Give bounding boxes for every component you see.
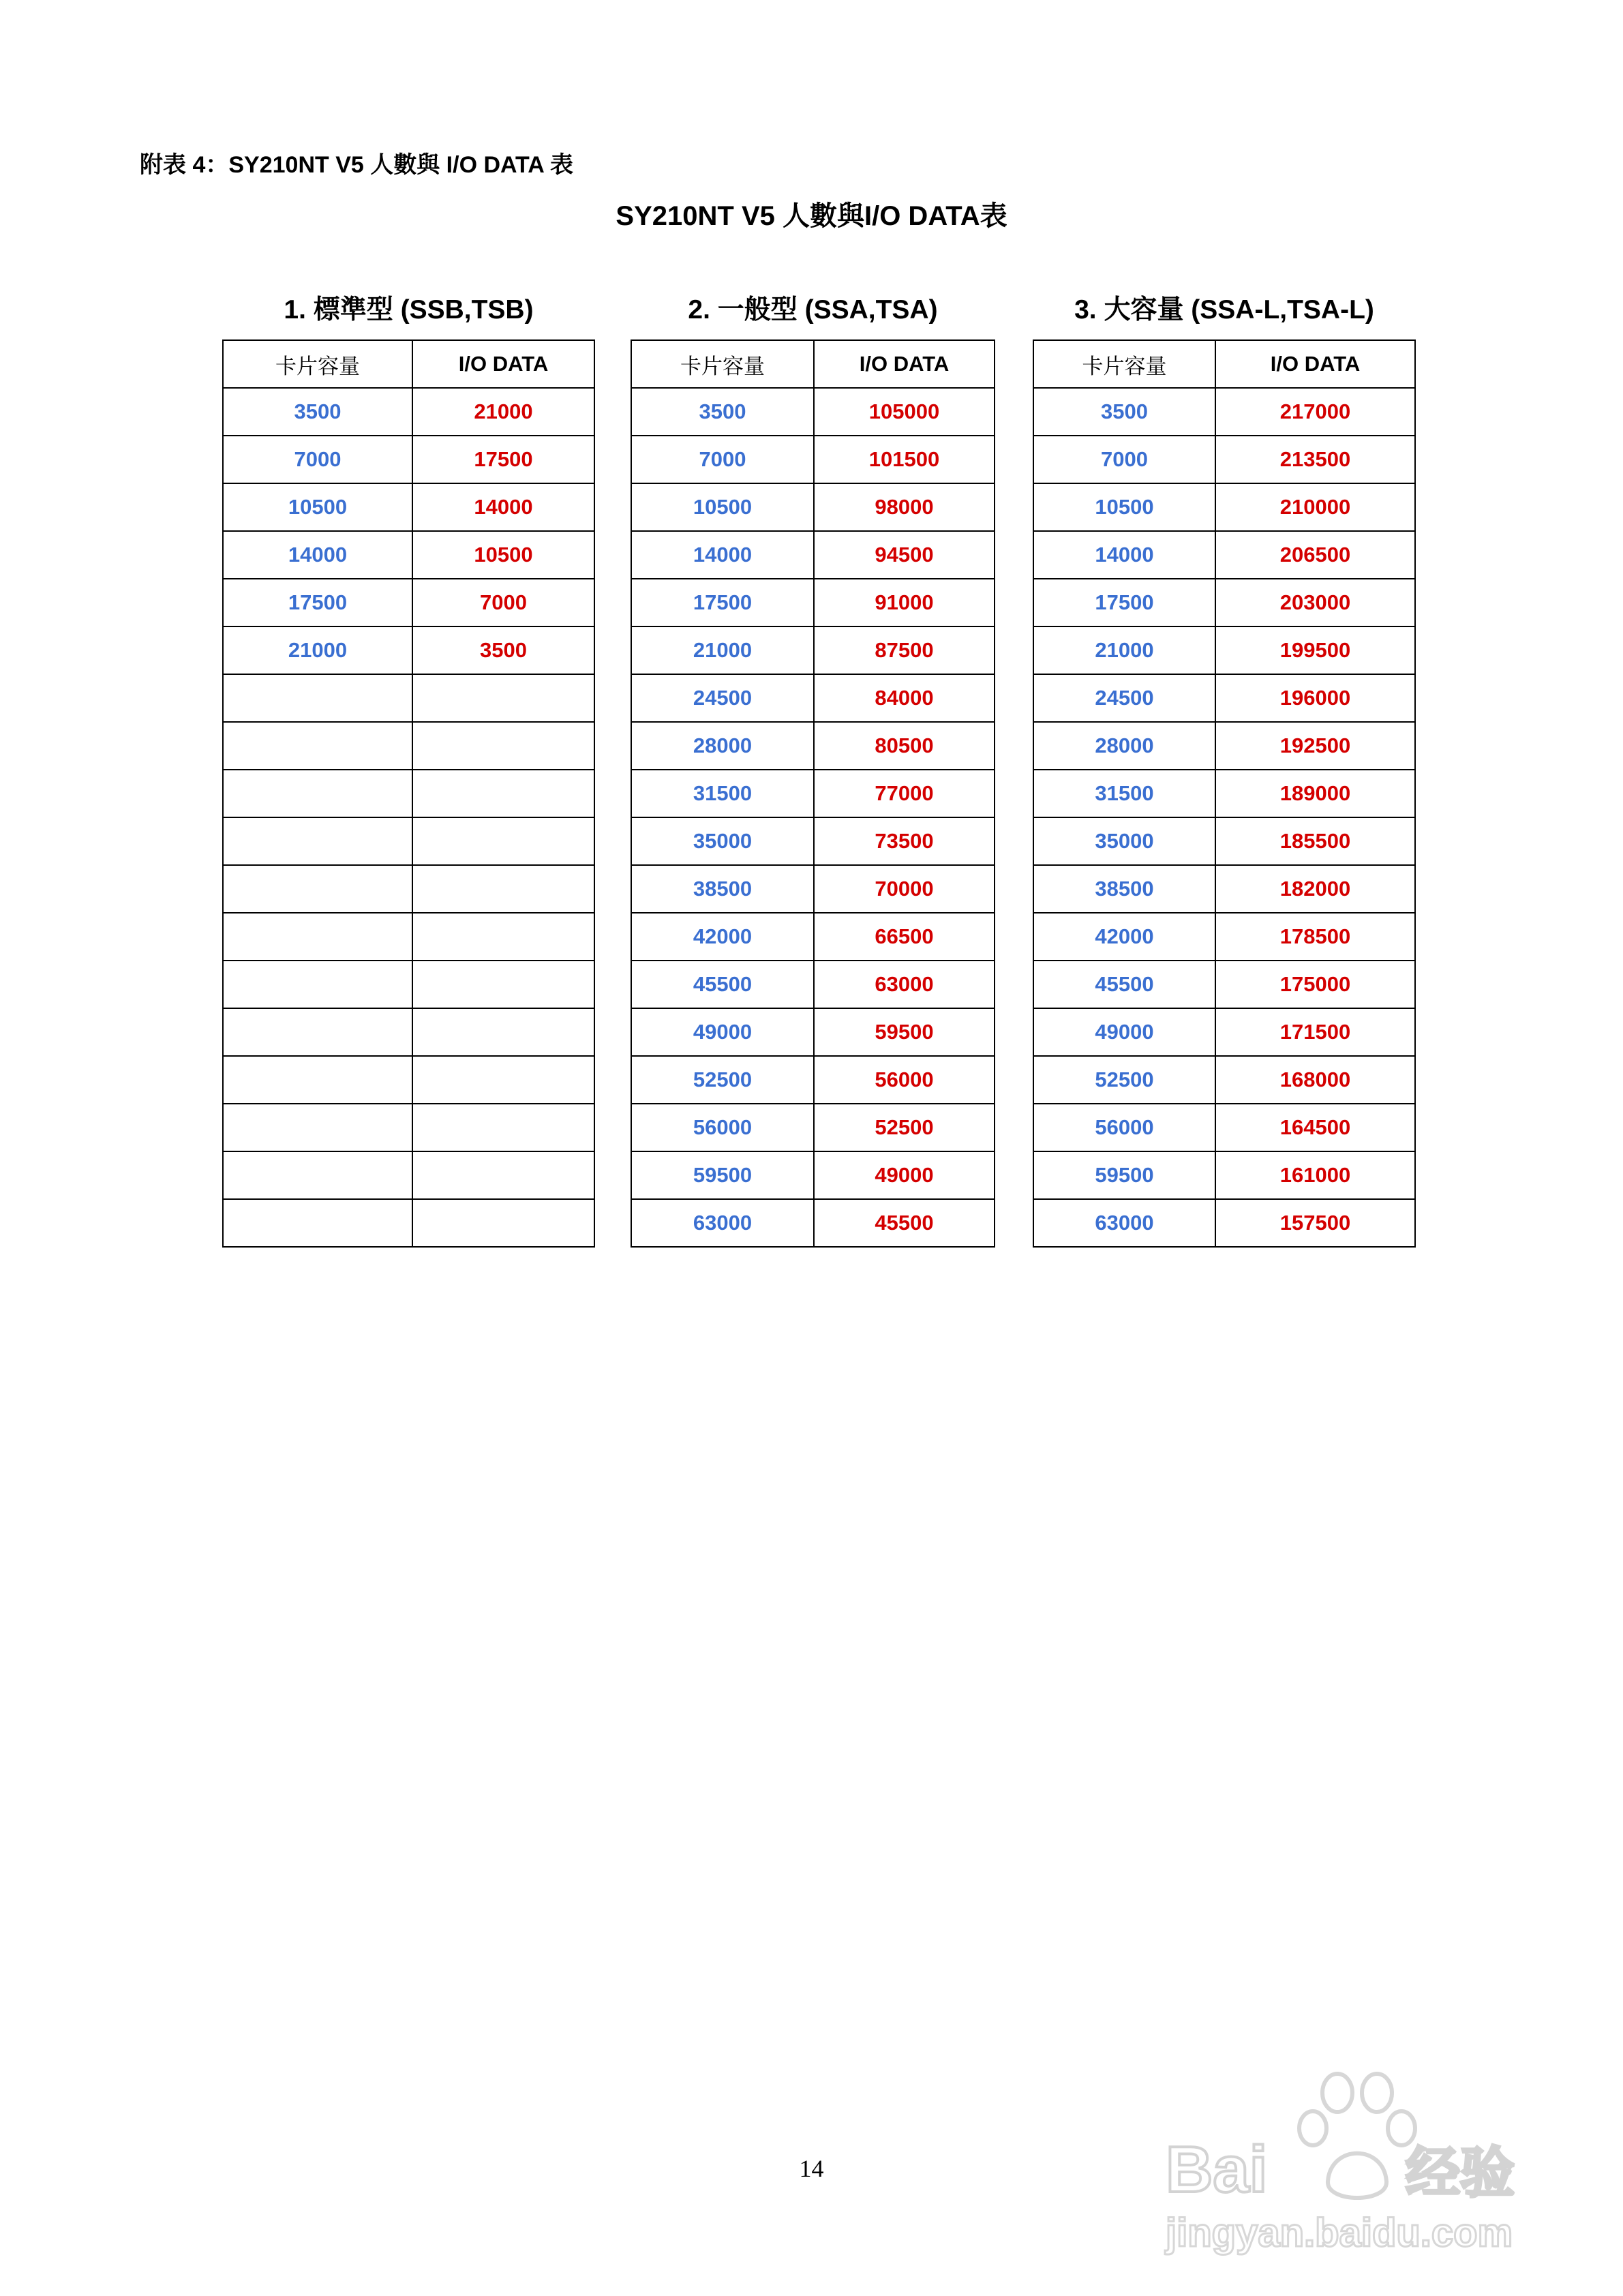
table-row: [631, 961, 995, 1008]
table-heading-general: 2. 一般型 (SSA,TSA): [688, 295, 938, 324]
table-row: [631, 1199, 995, 1247]
table-body: [1033, 388, 1415, 1247]
io-data-cell: 164500: [1215, 1104, 1415, 1151]
table-row: [631, 626, 995, 674]
io-data-cell: 199500: [1215, 626, 1415, 674]
column-header-io-data: I/O DATA: [412, 340, 594, 388]
table-row: [223, 436, 594, 483]
table-row: [1033, 579, 1415, 626]
table-row: [223, 1151, 594, 1199]
capacity-cell: 49000: [1033, 1008, 1215, 1056]
table-row: [223, 722, 594, 770]
io-data-cell: 14000: [412, 483, 594, 531]
table-row: [1033, 1151, 1415, 1199]
table-heading-standard: 1. 標準型 (SSB,TSB): [284, 295, 534, 324]
io-data-cell: 217000: [1215, 388, 1415, 436]
io-data-cell: 94500: [814, 531, 995, 579]
io-data-cell: 182000: [1215, 865, 1415, 913]
table-row: [223, 865, 594, 913]
table-row: [631, 531, 995, 579]
capacity-cell: 21000: [1033, 626, 1215, 674]
svg-text:经验: 经验: [1406, 2143, 1515, 2203]
io-data-cell: 168000: [1215, 1056, 1415, 1104]
io-data-cell: 49000: [814, 1151, 995, 1199]
table-row: [631, 817, 995, 865]
capacity-cell: 7000: [1033, 436, 1215, 483]
io-data-cell: 178500: [1215, 913, 1415, 961]
io-data-cell: 73500: [814, 817, 995, 865]
table-row: [1033, 388, 1415, 436]
capacity-cell: 3500: [223, 388, 412, 436]
io-data-cell: 192500: [1215, 722, 1415, 770]
capacity-cell: 28000: [631, 722, 814, 770]
io-data-cell: 59500: [814, 1008, 995, 1056]
baidu-jingyan-watermark: [1152, 2052, 1534, 2256]
page-number: 14: [799, 2155, 824, 2182]
table-standard: [222, 289, 595, 1248]
io-data-cell: 213500: [1215, 436, 1415, 483]
table-row: [1033, 483, 1415, 531]
io-data-cell: 84000: [814, 674, 995, 722]
table-row: [631, 1056, 995, 1104]
capacity-cell: 42000: [1033, 913, 1215, 961]
column-header-capacity: 卡片容量: [631, 340, 814, 388]
capacity-cell: 38500: [1033, 865, 1215, 913]
io-data-cell: 91000: [814, 579, 995, 626]
capacity-cell: 24500: [1033, 674, 1215, 722]
io-data-cell: 87500: [814, 626, 995, 674]
io-data-cell: 196000: [1215, 674, 1415, 722]
io-data-cell: [412, 1151, 594, 1199]
table-row: [223, 817, 594, 865]
capacity-cell: 56000: [1033, 1104, 1215, 1151]
table-body: [223, 388, 594, 1247]
capacity-cell: 10500: [631, 483, 814, 531]
capacity-cell: 10500: [223, 483, 412, 531]
table-row: [631, 674, 995, 722]
io-data-cell: [412, 1104, 594, 1151]
io-data-cell: 56000: [814, 1056, 995, 1104]
capacity-cell: [223, 674, 412, 722]
table-row: [1033, 674, 1415, 722]
io-data-cell: 21000: [412, 388, 594, 436]
capacity-cell: 56000: [631, 1104, 814, 1151]
io-data-cell: [412, 865, 594, 913]
column-header-io-data: I/O DATA: [1215, 340, 1415, 388]
table-general: [631, 289, 995, 1248]
column-header-capacity: 卡片容量: [223, 340, 412, 388]
table-row: [223, 626, 594, 674]
io-data-cell: 17500: [412, 436, 594, 483]
capacity-cell: 14000: [1033, 531, 1215, 579]
capacity-cell: 38500: [631, 865, 814, 913]
table-row: [631, 722, 995, 770]
column-header-io-data: I/O DATA: [814, 340, 995, 388]
io-data-cell: 70000: [814, 865, 995, 913]
capacity-cell: 31500: [1033, 770, 1215, 817]
capacity-cell: 21000: [631, 626, 814, 674]
io-data-cell: 10500: [412, 531, 594, 579]
io-data-cell: 157500: [1215, 1199, 1415, 1247]
table-row: [223, 961, 594, 1008]
capacity-cell: 17500: [223, 579, 412, 626]
capacity-cell: [223, 913, 412, 961]
table-row: [631, 770, 995, 817]
table-row: [1033, 436, 1415, 483]
io-data-cell: [412, 722, 594, 770]
io-data-cell: 66500: [814, 913, 995, 961]
capacity-cell: 45500: [631, 961, 814, 1008]
capacity-cell: 35000: [631, 817, 814, 865]
capacity-cell: 7000: [223, 436, 412, 483]
io-data-cell: [412, 1199, 594, 1247]
table-row: [631, 913, 995, 961]
table-row: [631, 388, 995, 436]
capacity-cell: [223, 1056, 412, 1104]
document-title: SY210NT V5 人數與I/O DATA表: [616, 201, 1007, 231]
io-data-cell: 161000: [1215, 1151, 1415, 1199]
io-data-cell: 203000: [1215, 579, 1415, 626]
io-data-cell: 185500: [1215, 817, 1415, 865]
table-row: [1033, 913, 1415, 961]
appendix-caption: 附表 4：SY210NT V5 人數與 I/O DATA 表: [140, 152, 574, 178]
capacity-cell: [223, 722, 412, 770]
capacity-cell: [223, 817, 412, 865]
table-row: [1033, 770, 1415, 817]
table-row: [223, 1104, 594, 1151]
table-row: [631, 865, 995, 913]
table-row: [223, 579, 594, 626]
capacity-cell: 63000: [631, 1199, 814, 1247]
io-data-cell: 105000: [814, 388, 995, 436]
table-row: [223, 1056, 594, 1104]
table-row: [631, 1151, 995, 1199]
capacity-cell: 21000: [223, 626, 412, 674]
io-data-cell: 210000: [1215, 483, 1415, 531]
table-heading-large-capacity: 3. 大容量 (SSA-L,TSA-L): [1074, 295, 1374, 324]
table-row: [631, 1104, 995, 1151]
capacity-cell: 63000: [1033, 1199, 1215, 1247]
io-data-table-standard: [222, 339, 595, 1248]
capacity-cell: 3500: [1033, 388, 1215, 436]
table-row: [1033, 961, 1415, 1008]
table-row: [223, 483, 594, 531]
capacity-cell: 7000: [631, 436, 814, 483]
io-data-cell: 3500: [412, 626, 594, 674]
capacity-cell: 59500: [631, 1151, 814, 1199]
capacity-cell: [223, 770, 412, 817]
table-large-capacity: [1033, 289, 1416, 1248]
capacity-cell: 17500: [1033, 579, 1215, 626]
capacity-cell: 3500: [631, 388, 814, 436]
table-row: [631, 483, 995, 531]
io-data-cell: 45500: [814, 1199, 995, 1247]
io-data-cell: [412, 817, 594, 865]
table-row: [223, 1199, 594, 1247]
io-data-cell: 63000: [814, 961, 995, 1008]
capacity-cell: 17500: [631, 579, 814, 626]
capacity-cell: 49000: [631, 1008, 814, 1056]
capacity-cell: 35000: [1033, 817, 1215, 865]
capacity-cell: 28000: [1033, 722, 1215, 770]
capacity-cell: 52500: [631, 1056, 814, 1104]
capacity-cell: [223, 1104, 412, 1151]
capacity-cell: 42000: [631, 913, 814, 961]
table-row: [631, 1008, 995, 1056]
io-data-cell: 80500: [814, 722, 995, 770]
capacity-cell: 31500: [631, 770, 814, 817]
table-row: [223, 531, 594, 579]
capacity-cell: [223, 1151, 412, 1199]
capacity-cell: 59500: [1033, 1151, 1215, 1199]
io-data-cell: 206500: [1215, 531, 1415, 579]
io-data-table-general: [631, 339, 995, 1248]
table-body: [631, 388, 995, 1247]
table-row: [223, 770, 594, 817]
table-row: [631, 436, 995, 483]
table-row: [1033, 1199, 1415, 1247]
io-data-cell: [412, 913, 594, 961]
io-data-cell: 189000: [1215, 770, 1415, 817]
io-data-cell: 171500: [1215, 1008, 1415, 1056]
io-data-cell: 101500: [814, 436, 995, 483]
io-data-cell: [412, 770, 594, 817]
capacity-cell: 24500: [631, 674, 814, 722]
capacity-cell: 14000: [631, 531, 814, 579]
table-row: [223, 913, 594, 961]
capacity-cell: [223, 865, 412, 913]
table-row: [1033, 722, 1415, 770]
table-row: [631, 579, 995, 626]
io-data-cell: [412, 674, 594, 722]
table-row: [223, 1008, 594, 1056]
table-row: [223, 674, 594, 722]
svg-text:jingyan.baidu.com: jingyan.baidu.com: [1166, 2211, 1513, 2255]
table-row: [1033, 1008, 1415, 1056]
capacity-cell: 52500: [1033, 1056, 1215, 1104]
column-header-capacity: 卡片容量: [1033, 340, 1215, 388]
capacity-cell: 45500: [1033, 961, 1215, 1008]
io-data-cell: 7000: [412, 579, 594, 626]
io-data-cell: [412, 1008, 594, 1056]
io-data-cell: [412, 961, 594, 1008]
table-row: [1033, 1056, 1415, 1104]
io-data-cell: 52500: [814, 1104, 995, 1151]
table-row: [1033, 1104, 1415, 1151]
table-row: [223, 388, 594, 436]
io-data-cell: 77000: [814, 770, 995, 817]
capacity-cell: 10500: [1033, 483, 1215, 531]
capacity-cell: 14000: [223, 531, 412, 579]
table-row: [1033, 865, 1415, 913]
io-data-cell: 98000: [814, 483, 995, 531]
table-row: [1033, 531, 1415, 579]
capacity-cell: [223, 1008, 412, 1056]
capacity-cell: [223, 961, 412, 1008]
table-row: [1033, 626, 1415, 674]
io-data-cell: [412, 1056, 594, 1104]
capacity-cell: [223, 1199, 412, 1247]
table-row: [1033, 817, 1415, 865]
svg-text:Bai: Bai: [1166, 2133, 1268, 2206]
io-data-table-large-capacity: [1033, 339, 1416, 1248]
io-data-cell: 175000: [1215, 961, 1415, 1008]
